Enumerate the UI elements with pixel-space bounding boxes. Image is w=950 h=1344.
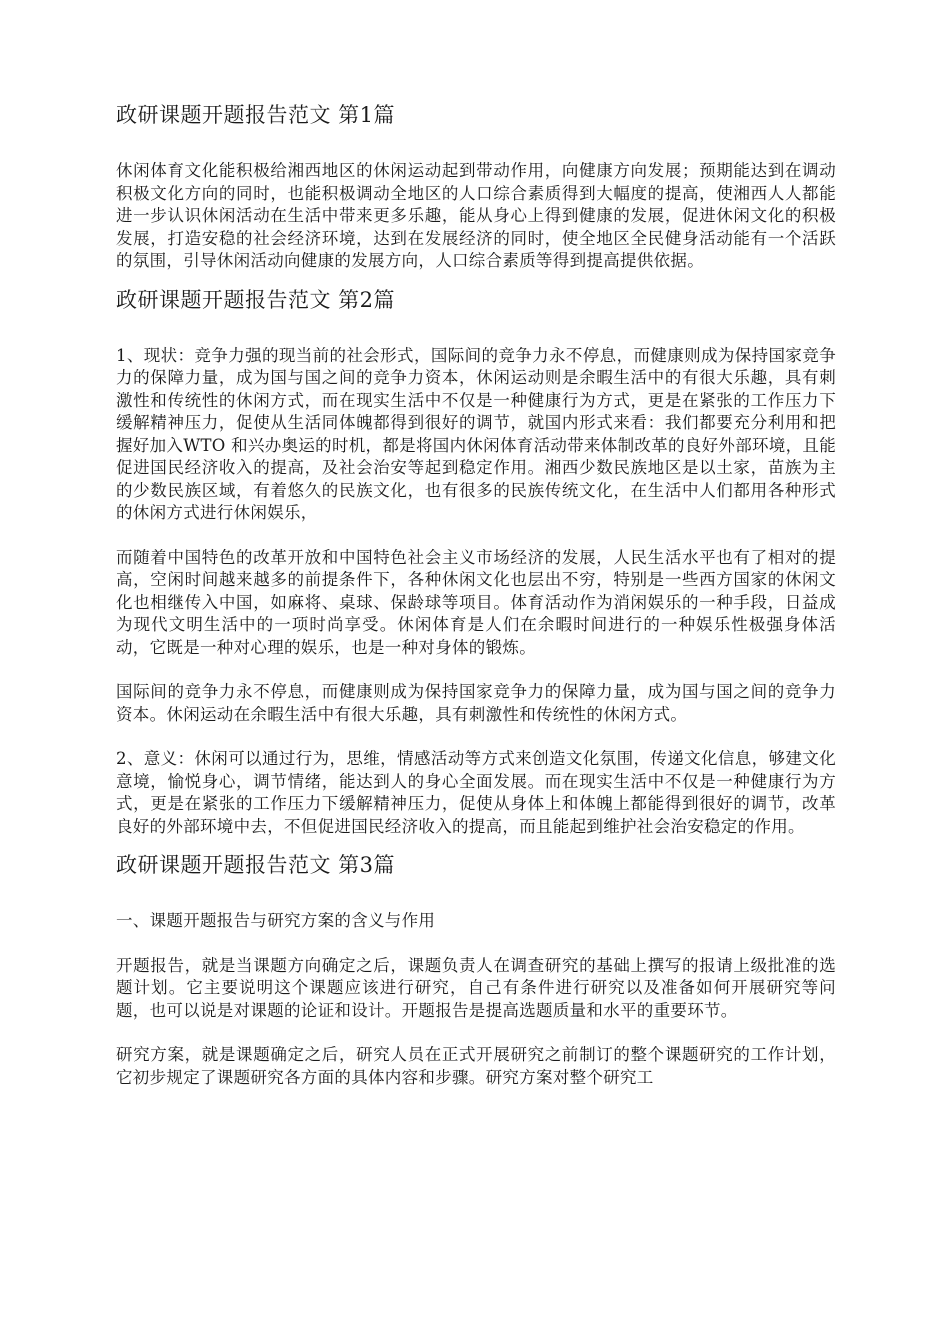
- subheading: 一、课题开题报告与研究方案的含义与作用: [116, 911, 436, 930]
- section-title: 政研课题开题报告范文 第1篇: [116, 103, 396, 127]
- paragraph: 而随着中国特色的改革开放和中国特色社会主义市场经济的发展，人民生活水平也有了相对的提高，空闲时间越来越多的前提条件下，各种休闲文化也层出不穷，特别是一些西方国家的休闲文化也相继传入中国，如麻将、桌球、保龄球等项目。体育活动作为消闲娱乐的一种手段，日益成为现代文明生活中的一项时尚享受。休闲体育是人们在余暇时间进行的一种娱乐性极强身体活动，它既是一种对心理的娱乐，也是一种对身体的锻炼。: [116, 547, 836, 657]
- section-title: 政研课题开题报告范文 第2篇: [116, 287, 396, 312]
- paragraph: 研究方案，就是课题确定之后，研究人员在正式开展研究之前制订的整个课题研究的工作计划，它初步规定了课题研究各方面的具体内容和步骤。研究方案对整个研究工: [116, 1045, 836, 1087]
- paragraph: 2、意义：休闲可以通过行为，思维，情感活动等方式来创造文化氛围，传递文化信息，够建文化意境，愉悦身心，调节情绪，能达到人的身心全面发展。而在现实生活中不仅是一种健康行为方式，更是在紧张的工作压力下缓解精神压力，促使从身体上和体魄上都能得到很好的调节，改革良好的外部环境中去，不但促进国民经济收入的提高，而且能起到维护社会治安稳定的作用。: [116, 749, 836, 836]
- section-title: 政研课题开题报告范文 第3篇: [116, 853, 396, 877]
- document-page: [116, 100, 836, 1089]
- paragraph: 国际间的竞争力永不停息，而健康则成为保持国家竞争力的保障力量，成为国与国之间的竞争力资本。休闲运动在余暇生活中有很大乐趣，具有刺激性和传统性的休闲方式。: [116, 682, 836, 724]
- paragraph: 休闲体育文化能积极给湘西地区的休闲运动起到带动作用，向健康方向发展；预期能达到在调动积极文化方向的同时，也能积极调动全地区的人口综合素质得到大幅度的提高，使湘西人人都能进一步认识休闲活动在生活中带来更多乐趣，能从身心上得到健康的发展，促进休闲文化的积极发展，打造安稳的社会经济环境，达到在发展经济的同时，使全地区全民健身活动能有一个活跃的氛围，引导休闲活动向健康的发展方向，人口综合素质等得到提高提供依据。: [116, 161, 836, 270]
- paragraph: 开题报告，就是当课题方向确定之后，课题负责人在调查研究的基础上撰写的报请上级批准的选题计划。它主要说明这个课题应该进行研究，自己有条件进行研究以及准备如何开展研究等问题，也可以说是对课题的论证和设计。开题报告是提高选题质量和水平的重要环节。: [116, 955, 836, 1020]
- paragraph: 1、现状：竞争力强的现当前的社会形式，国际间的竞争力永不停息，而健康则成为保持国家竞争力的保障力量，成为国与国之间的竞争力资本，休闲运动则是余暇生活中的有很大乐趣，具有刺激性和传统性的休闲方式，而在现实生活中不仅是一种健康行为方式，更是在紧张的工作压力下缓解精神压力，促使从生活同体魄都得到很好的调节，就国内形式来看：我们都要充分利用和把握好加入WTO 和兴办奥运的时机，都是将国内休闲体育活动带来体制改革的良好外部环境，且能促进国民经济收入的提高，及社会治安等起到稳定作用。湘西少数民族地区是以土家，苗族为主的少数民族区域，有着悠久的民族文化，也有很多的民族传统文化，在生活中人们都用各种形式的休闲方式进行休闲娱乐，: [116, 345, 836, 522]
